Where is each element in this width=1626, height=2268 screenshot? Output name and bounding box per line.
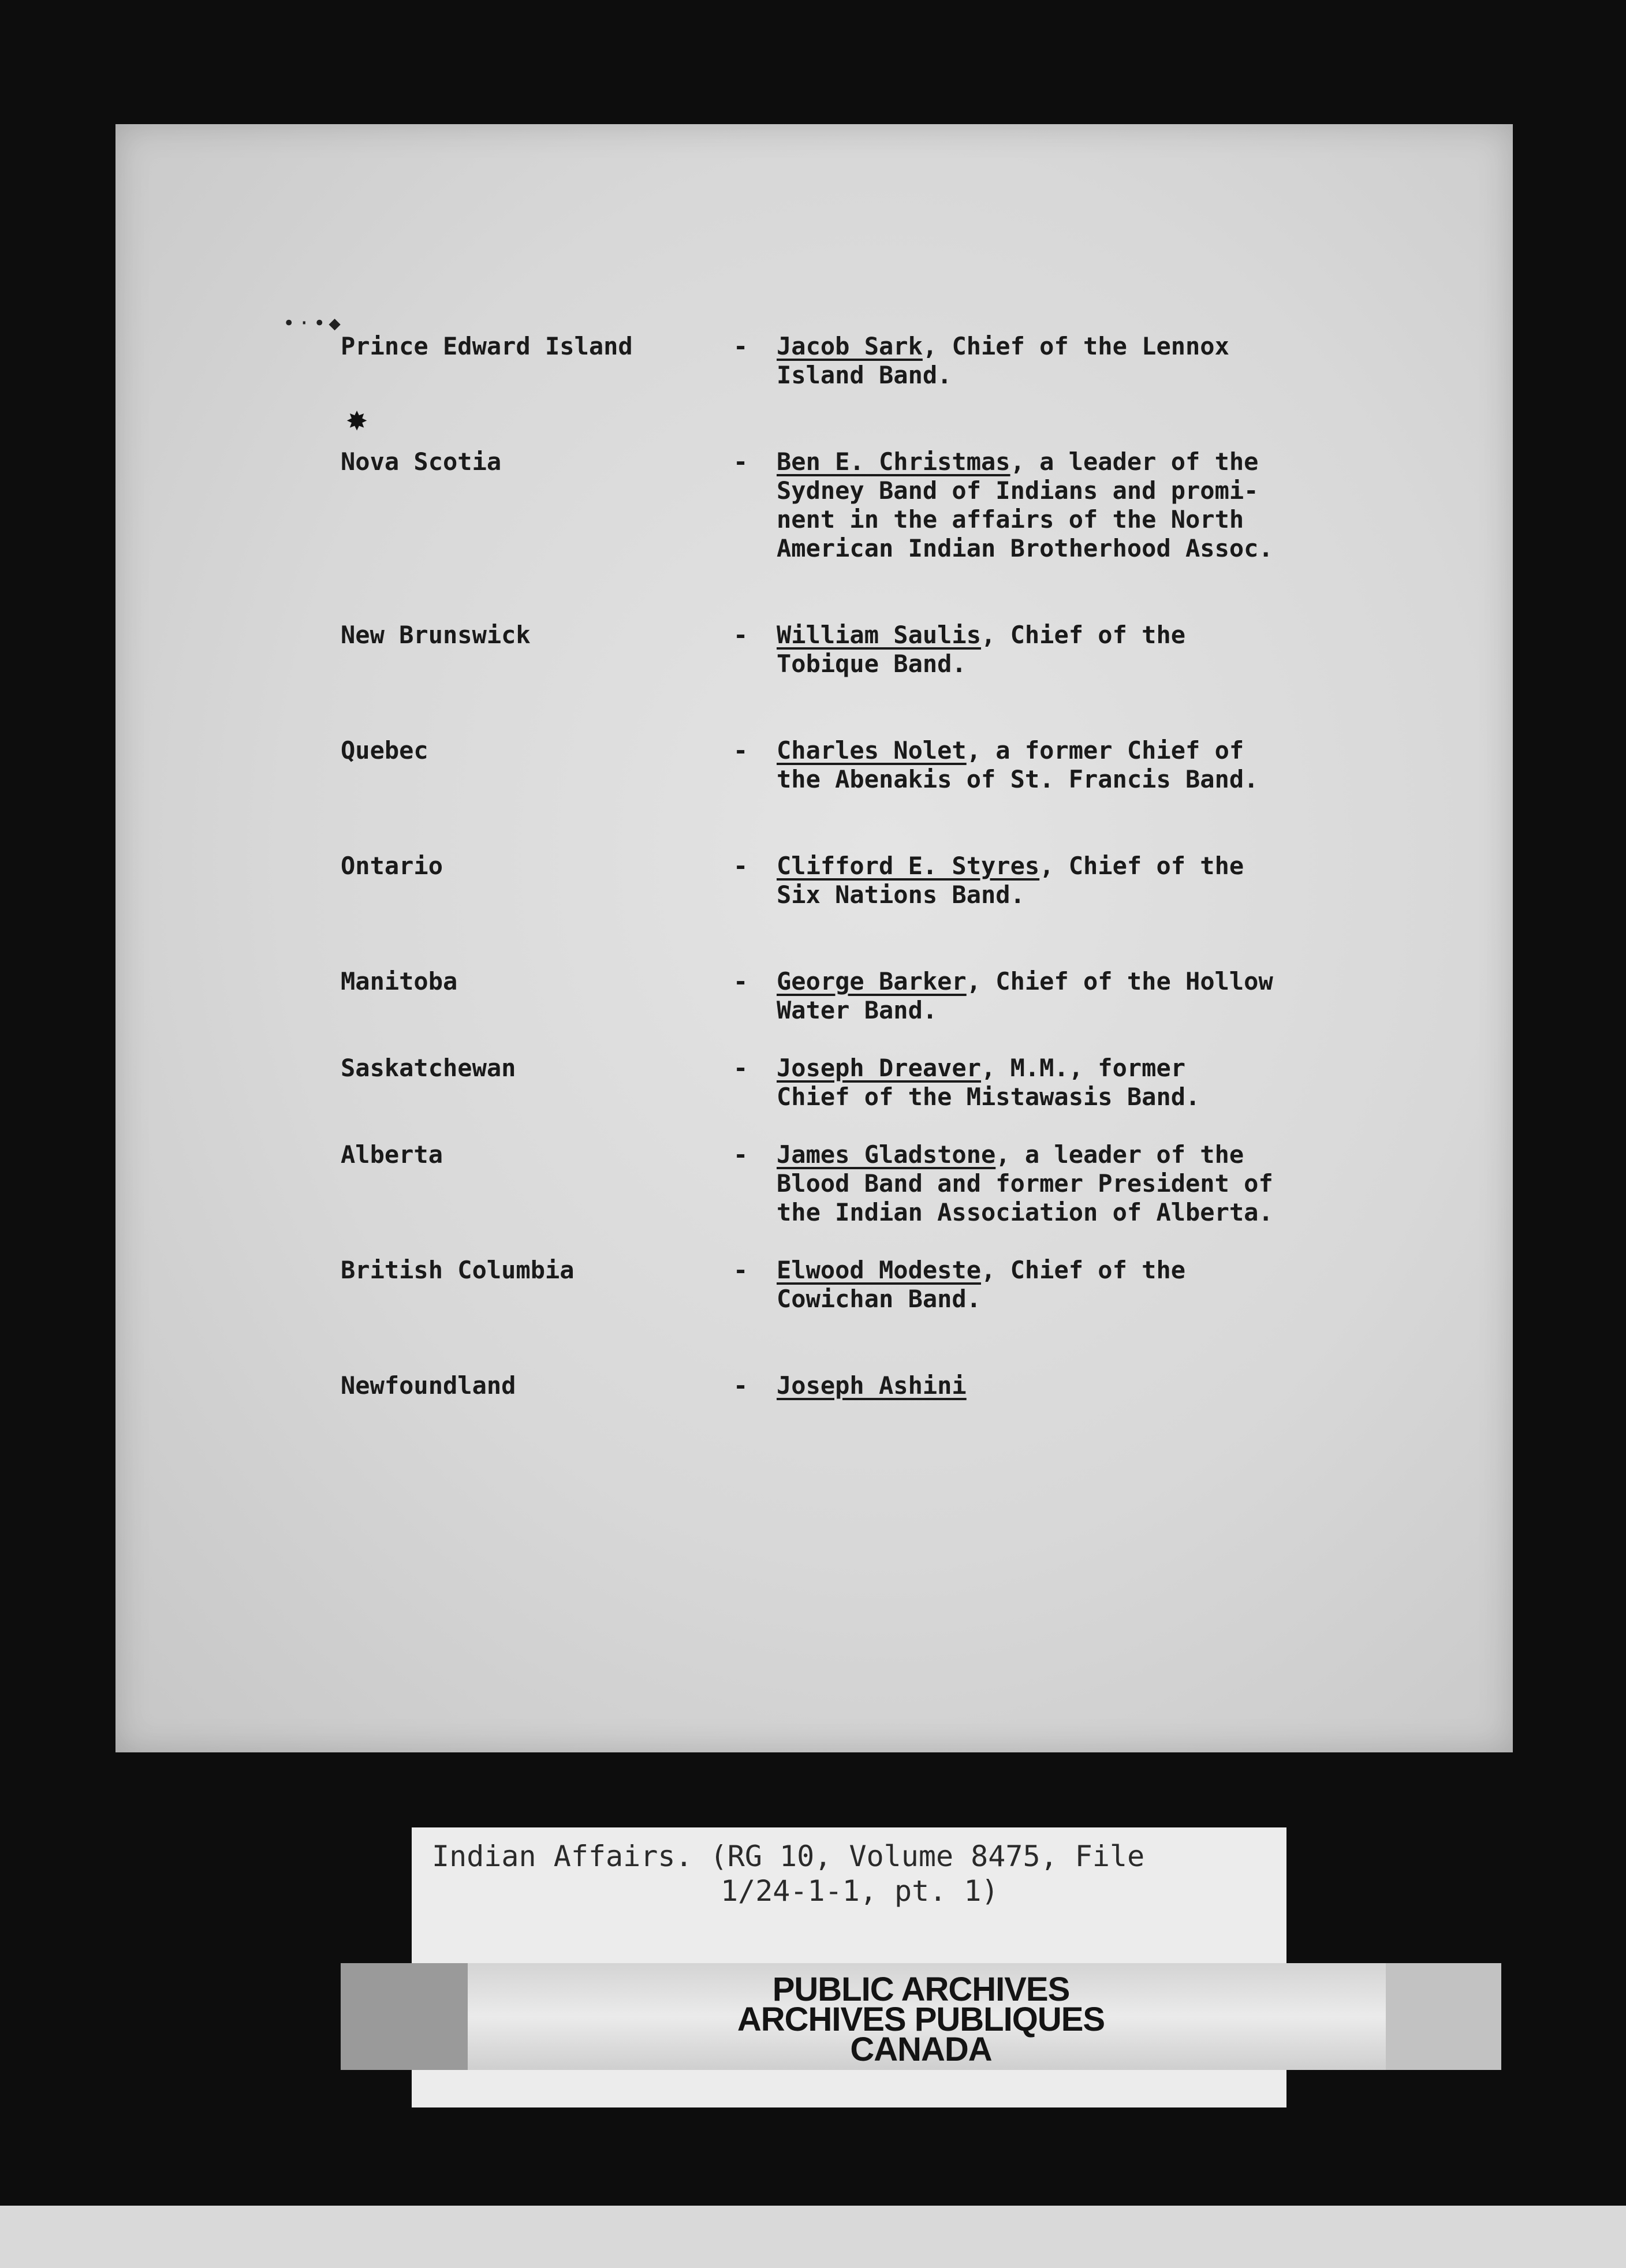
archives-stamp-strip [341,1963,1501,2070]
province-name: Quebec [341,736,428,764]
stamp-line-3: CANADA [850,2031,992,2068]
representative-name: Elwood Modeste [777,1256,982,1284]
dash-separator: - [733,1371,748,1400]
dash-separator: - [733,1140,748,1169]
description-line [777,621,1498,650]
description-line [777,332,1498,361]
dash-separator: - [733,1054,748,1082]
description-text: , Chief of the Hollow [966,967,1273,995]
description-text: , M.M., former [981,1054,1186,1082]
document-page [115,124,1513,1752]
description-line: Chief of the Mistawasis Band. [777,1083,1200,1111]
description-line [777,736,1498,765]
representative-description [777,621,1498,678]
representative-description [777,1371,1498,1400]
province-name: Manitoba [341,967,458,995]
province-name: British Columbia [341,1256,575,1284]
ink-smudge-top: •·•◆ [283,312,344,335]
description-line: Six Nations Band. [777,881,1025,909]
representative-description [777,1256,1498,1314]
representative-name: William Saulis [777,621,982,649]
description-line: the Abenakis of St. Francis Band. [777,765,1259,793]
representative-name: James Gladstone [777,1140,996,1169]
citation-text [432,1839,1144,1908]
description-line: Blood Band and former President of [777,1169,1273,1198]
representative-description [777,736,1498,794]
dash-separator: - [733,447,748,476]
description-line [777,1140,1498,1169]
description-text: , a former Chief of [966,736,1244,764]
description-text: , Chief of the Lennox [922,332,1229,360]
description-line [777,1054,1498,1083]
description-text: , Chief of the [1039,852,1244,880]
representative-name: Clifford E. Styres [777,852,1040,880]
representative-description [777,447,1498,563]
description-line: Sydney Band of Indians and promi- [777,476,1259,505]
representative-description [777,852,1498,909]
dash-separator: - [733,852,748,880]
representative-name: Ben E. Christmas [777,447,1010,476]
description-text: , Chief of the [981,621,1186,649]
description-line [777,852,1498,881]
description-line: American Indian Brotherhood Assoc. [777,534,1273,562]
representative-description [777,1140,1498,1227]
description-text: , a leader of the [995,1140,1244,1169]
stamp-line-2: ARCHIVES PUBLIQUES [737,2001,1105,2038]
description-line [777,1256,1498,1285]
dash-separator: - [733,332,748,360]
film-edge-band [0,2206,1626,2268]
representative-name: George Barker [777,967,967,995]
representative-description [777,967,1498,1025]
citation-line-2: 1/24-1-1, pt. 1) [721,1874,999,1908]
description-line [777,1371,1498,1400]
description-text: , Chief of the [981,1256,1186,1284]
representative-name: Charles Nolet [777,736,967,764]
dash-separator: - [733,1256,748,1284]
province-name: New Brunswick [341,621,531,649]
archives-stamp [341,1971,1501,2068]
province-name: Prince Edward Island [341,332,633,360]
description-line: Water Band. [777,996,938,1024]
dash-separator: - [733,967,748,995]
province-name: Newfoundland [341,1371,516,1400]
ink-blot: ✸ [346,398,368,439]
description-line [777,447,1498,476]
stamp-line-1: PUBLIC ARCHIVES [772,1971,1070,2008]
representative-description [777,332,1498,390]
province-name: Ontario [341,852,443,880]
description-line: Island Band. [777,361,952,389]
citation-line-1: Indian Affairs. (RG 10, Volume 8475, File [432,1840,1145,1873]
description-line: Cowichan Band. [777,1285,982,1313]
representative-name: Joseph Dreaver [777,1054,982,1082]
province-name: Alberta [341,1140,443,1169]
representative-description [777,1054,1498,1111]
province-name: Saskatchewan [341,1054,516,1082]
description-text: , a leader of the [1010,447,1259,476]
representative-name: Jacob Sark [777,332,923,360]
description-line [777,967,1498,996]
representative-name: Joseph Ashini [777,1371,967,1400]
dash-separator: - [733,736,748,764]
description-line: nent in the affairs of the North [777,505,1244,534]
description-line: the Indian Association of Alberta. [777,1198,1273,1226]
description-line: Tobique Band. [777,650,967,678]
dash-separator: - [733,621,748,649]
province-name: Nova Scotia [341,447,502,476]
